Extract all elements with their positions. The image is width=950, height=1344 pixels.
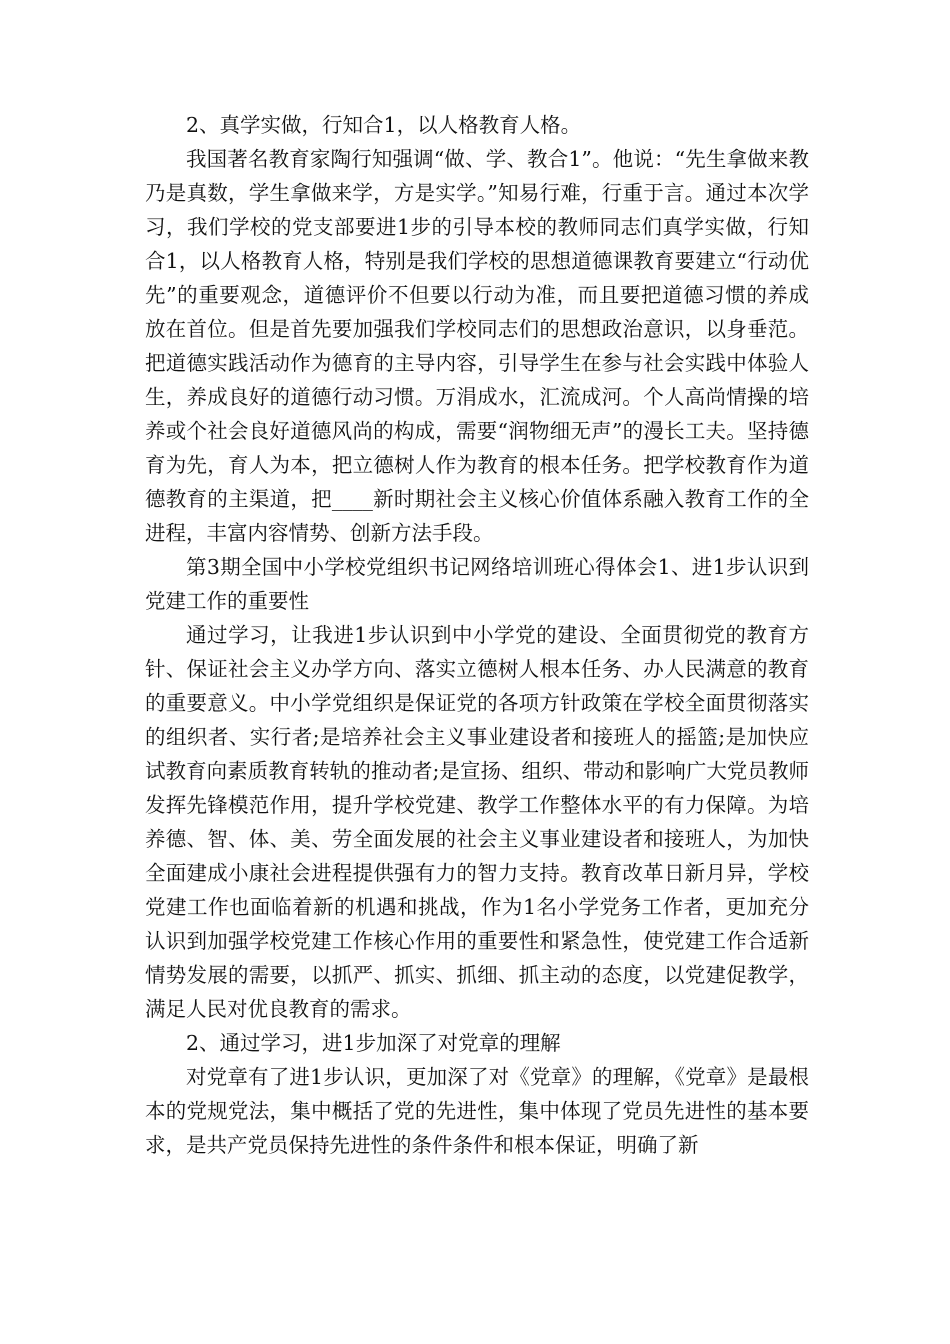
paragraph: 通过学习，让我进1步认识到中小学党的建设、全面贯彻党的教育方针、保证社会主义办学方向、落实立德树人根本任务、办人民满意的教育的重要意义。中小学党组织是保证党的各项方针政策在学校全面贯彻落实的组织者、实行者;是培养社会主义事业建设者和接班人的摇篮;是加快应试教育向素质教育转轨的推动者;是宣扬、组织、带动和影响广大党员教师发挥先锋模范作用，提升学校党建、教学工作整体水平的有力保障。为培养德、智、体、美、劳全面发展的社会主义事业建设者和接班人，为加快全面建成小康社会进程提供强有力的智力支持。教育改革日新月异，学校党建工作也面临着新的机遇和挑战，作为1名小学党务工作者，更加充分认识到加强学校党建工作核心作用的重要性和紧急性，使党建工作合适新情势发展的需要，以抓严、抓实、抓细、抓主动的态度，以党建促教学，满足人民对优良教育的需求。 bbox=[145, 623, 809, 1021]
paragraph: 对党章有了进1步认识，更加深了对《党章》的理解，《党章》是最根本的党规党法，集中概括了党的先进性，集中体现了党员先进性的基本要求，是共产党员保持先进性的条件条件和根本保证，明确了新 bbox=[145, 1065, 809, 1157]
document-body bbox=[145, 108, 809, 1162]
paragraph: 第3期全国中小学校党组织书记网络培训班心得体会1、进1步认识到党建工作的重要性 bbox=[145, 555, 809, 613]
paragraph: 我国著名教育家陶行知强调“做、学、教合1”。他说：“先生拿做来教乃是真数，学生拿做来学，方是实学。”知易行难，行重于言。通过本次学习，我们学校的党支部要进1步的引导本校的教师同志们真学实做，行知合1，以人格教育人格，特别是我们学校的思想道德课教育要建立“行动优先”的重要观念，道德评价不但要以行动为准，而且要把道德习惯的养成放在首位。但是首先要加强我们学校同志们的思想政治意识，以身垂范。把道德实践活动作为德育的主导内容，引导学生在参与社会实践中体验人生，养成良好的道德行动习惯。万涓成水，汇流成河。个人高尚情操的培养或个社会良好道德风尚的构成，需要“润物细无声”的漫长工夫。坚持德育为先，育人为本，把立德树人作为教育的根本任务。把学校教育作为道德教育的主渠道，把____新时期社会主义核心价值体系融入教育工作的全进程，丰富内容情势、创新方法手段。 bbox=[145, 147, 809, 545]
paragraph: 2、真学实做，行知合1，以人格教育人格。 bbox=[186, 113, 582, 137]
paragraph: 2、通过学习，进1步加深了对党章的理解 bbox=[186, 1031, 561, 1055]
